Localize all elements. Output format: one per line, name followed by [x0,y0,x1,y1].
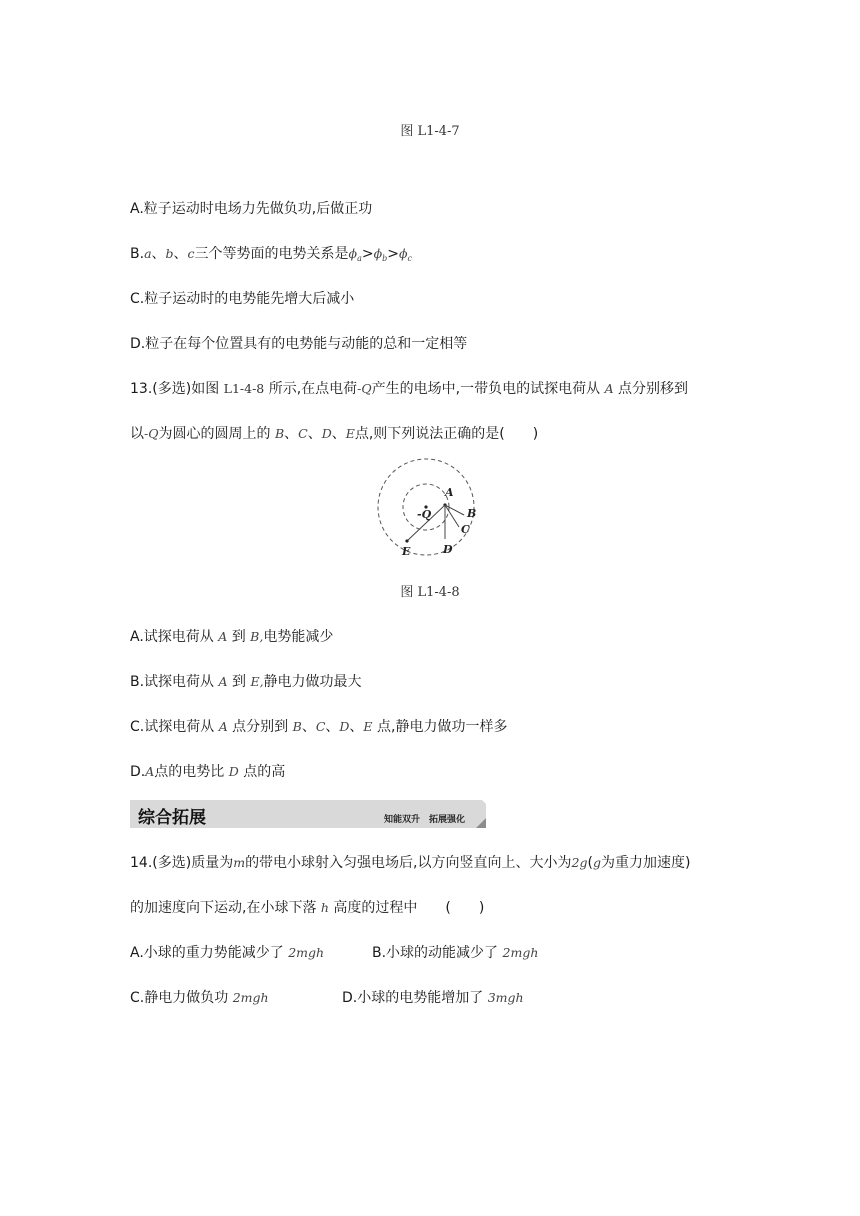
q13-option-b: B.试探电荷从 A 到 E,静电力做功最大 [130,674,362,690]
q13-option-a: A.试探电荷从 A 到 B,电势能减少 [130,629,334,645]
section-title: 综合拓展 [138,808,206,828]
q14-option-d: D.小球的电势能增加了 3mgh [342,990,524,1006]
q13-stem-line2: 以-Q为圆心的圆周上的 B、C、D、E点,则下列说法正确的是( ) [130,426,539,442]
q13-option-c: C.试探电荷从 A 点分别到 B、C、D、E 点,静电力做功一样多 [130,719,508,735]
q13-stem-line1: 13.(多选)如图 L1-4-8 所示,在点电荷-Q产生的电场中,一带负电的试探电荷从 A 点分别移到 [130,381,689,397]
q14-option-a: A.小球的重力势能减少了 2mgh [130,945,325,961]
point-e-dot [405,539,408,542]
label-b: B [467,507,477,520]
q14-option-c: C.静电力做负功 2mgh [130,990,269,1006]
section-banner [130,800,486,828]
q12-option-c: C.粒子运动时的电势能先增大后减小 [130,291,355,307]
section-subtitle: 知能双升 拓展强化 [384,815,466,825]
q14-stem-line2: 的加速度向下运动,在小球下落 h 高度的过程中 ( ) [130,900,485,916]
q14-option-b: B.小球的动能减少了 2mgh [372,945,539,961]
label-d: D [443,543,453,556]
figure-l1-4-8 [375,455,485,567]
q12-option-d: D.粒子在每个位置具有的电势能与动能的总和一定相等 [130,336,468,352]
concentric-circles-diagram [375,455,485,563]
label-q: -Q [417,508,432,521]
q12-option-b: B.a、b、c三个等势面的电势关系是$\phi_a>\phi_b>\phi_c$ [130,246,412,263]
q14-stem-line1: 14.(多选)质量为m的带电小球射入匀强电场后,以方向竖直向上、大小为2g(g为重力加速度) [130,855,691,871]
q13-option-d: D.A点的电势比 D 点的高 [130,764,286,780]
figure-caption-l1-4-7: 图 L1-4-7 [400,124,460,139]
label-e: E [402,545,411,558]
figure-caption-l1-4-8: 图 L1-4-8 [400,585,460,600]
label-c: C [461,523,470,536]
label-a: A [445,486,454,499]
q12-option-a: A.粒子运动时电场力先做负功,后做正功 [130,201,373,217]
